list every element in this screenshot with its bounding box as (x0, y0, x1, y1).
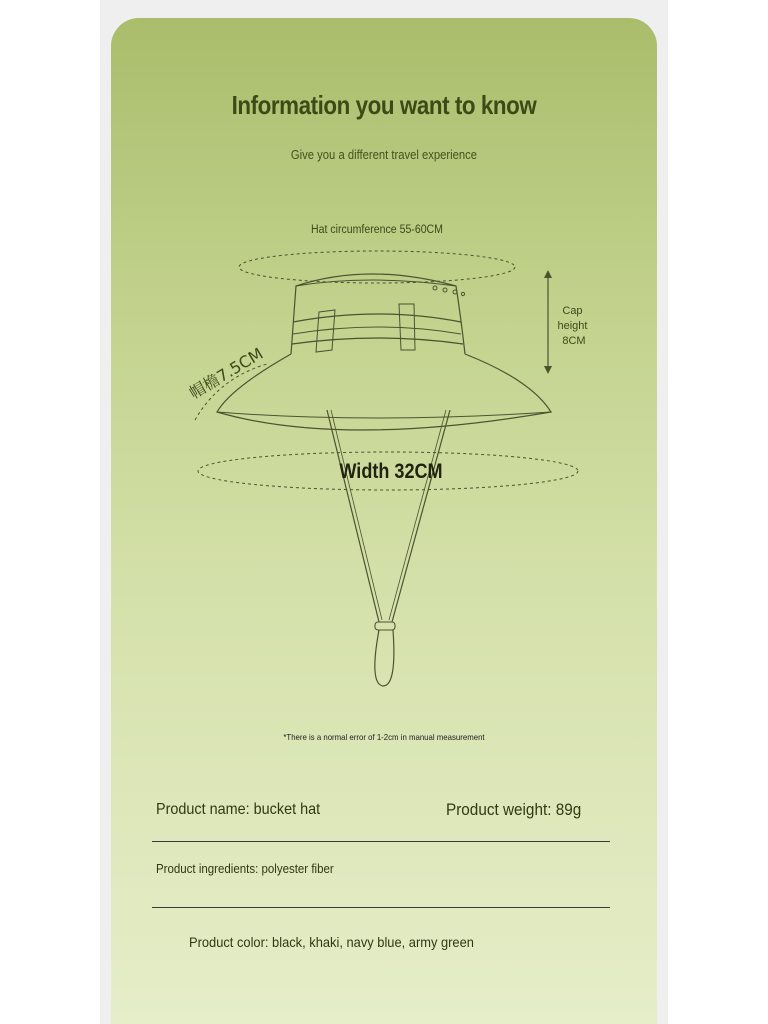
measurement-note: *There is a normal error of 1-2cm in manual measurement (283, 732, 485, 742)
circumference-ellipse (239, 251, 515, 283)
chin-strap-right (392, 410, 450, 622)
arrow-up-icon (544, 270, 552, 278)
divider (152, 841, 610, 842)
product-name: Product name: bucket hat (156, 801, 321, 818)
width-label: Width 32CM (339, 459, 443, 484)
strap-loop (375, 630, 394, 686)
chin-strap-left-inner (331, 410, 382, 620)
chin-strap-left (327, 410, 379, 622)
info-card (111, 18, 657, 1024)
chin-strap-right-inner (389, 410, 446, 620)
hat-diagram (111, 18, 657, 718)
arrow-down-icon (544, 366, 552, 374)
vent-hole-icon (461, 292, 464, 295)
brim-label: 帽檐7.5CM (185, 343, 267, 403)
strap-toggle (375, 622, 395, 630)
hat-brim (217, 354, 551, 430)
product-weight: Product weight: 89g (446, 800, 582, 819)
page-subtitle: Give you a different travel experience (290, 148, 478, 162)
hat-strap-right (399, 304, 415, 350)
cap-height-label: Cap height 8CM (557, 305, 588, 347)
page-title: Information you want to know (231, 90, 537, 120)
hat-band-bottom (292, 338, 463, 344)
vent-hole-icon (433, 286, 437, 290)
hat-crown-top (296, 280, 456, 286)
hat-brim-edge (217, 412, 551, 418)
product-color: Product color: black, khaki, navy blue, army green (189, 934, 474, 950)
circumference-label: Hat circumference 55-60CM (311, 223, 443, 237)
divider (152, 907, 610, 908)
product-ingredients: Product ingredients: polyester fiber (156, 862, 334, 876)
vent-hole-icon (443, 288, 447, 292)
